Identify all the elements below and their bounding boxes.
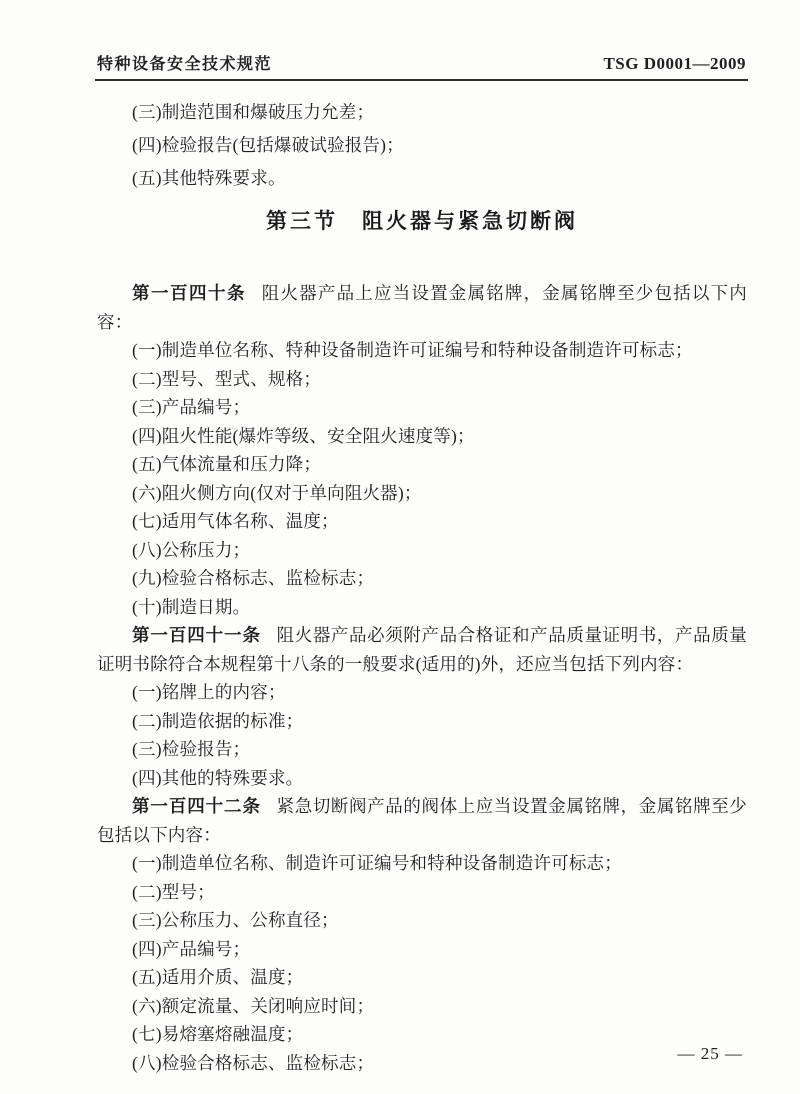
list-item: (五)其他特殊要求。 bbox=[132, 168, 286, 188]
list-item: (八)公称压力； bbox=[132, 539, 251, 560]
list-item: (十)制造日期。 bbox=[132, 596, 251, 617]
article-140 bbox=[97, 279, 747, 621]
list-item: (一)铭牌上的内容； bbox=[132, 682, 286, 702]
list-item: (六)阻火侧方向(仅对于单向阻火器)； bbox=[132, 482, 422, 503]
article-141-text: 阻火器产品必须附产品合格证和产品质量证明书，产品质量证明书除符合本规程第十八条的一般要求(适用的)外，还应当包括下列内容： bbox=[97, 625, 748, 674]
article-142-paragraph bbox=[97, 792, 747, 849]
header-rule bbox=[95, 79, 748, 81]
page-header bbox=[97, 51, 746, 74]
article-141-item-list bbox=[97, 678, 747, 792]
article-142-number: 第一百四十二条 bbox=[132, 796, 261, 816]
list-item: (一)制造单位名称、特种设备制造许可证编号和特种设备制造许可标志； bbox=[132, 340, 693, 360]
header-doc-code: TSG D0001—2009 bbox=[603, 54, 746, 73]
list-item: (三)检验报告； bbox=[132, 739, 251, 759]
article-140-paragraph bbox=[97, 279, 747, 336]
carryover-item-list bbox=[97, 96, 747, 195]
list-item: (七)适用气体名称、温度； bbox=[132, 511, 339, 531]
list-item: (二)型号； bbox=[132, 881, 215, 902]
list-item: (七)易熔塞熔融温度； bbox=[132, 1024, 304, 1044]
list-item: (九)检验合格标志、监检标志； bbox=[132, 568, 375, 588]
section-title: 第三节 阻火器与紧急切断阀 bbox=[266, 210, 578, 233]
list-item: (二)制造依据的标准； bbox=[132, 710, 304, 731]
list-item: (八)检验合格标志、监检标志； bbox=[132, 1052, 375, 1073]
article-141-paragraph bbox=[97, 621, 747, 678]
list-item: (五)气体流量和压力降； bbox=[132, 454, 322, 474]
list-item: (三)制造范围和爆破压力允差； bbox=[132, 102, 375, 122]
list-item: (二)型号、型式、规格； bbox=[132, 368, 322, 389]
list-item: (四)产品编号； bbox=[132, 938, 251, 959]
list-item: (三)公称压力、公称直径； bbox=[132, 910, 339, 930]
article-142 bbox=[97, 792, 747, 1077]
header-spec-title: 特种设备安全技术规范 bbox=[97, 56, 273, 73]
article-140-item-list bbox=[97, 336, 747, 621]
page-footer bbox=[678, 1044, 744, 1064]
list-item: (六)额定流量、关闭响应时间； bbox=[132, 995, 375, 1016]
article-142-text: 紧急切断阀产品的阀体上应当设置金属铭牌，金属铭牌至少包括以下内容： bbox=[97, 796, 748, 845]
article-141 bbox=[97, 621, 747, 792]
article-140-text: 阻火器产品上应当设置金属铭牌，金属铭牌至少包括以下内容： bbox=[97, 283, 748, 332]
list-item: (四)阻火性能(爆炸等级、安全阻火速度等)； bbox=[132, 425, 475, 446]
article-140-number: 第一百四十条 bbox=[132, 283, 247, 303]
page-number: — 25 — bbox=[677, 1044, 743, 1063]
page-body bbox=[97, 92, 747, 1077]
list-item: (五)适用介质、温度； bbox=[132, 967, 304, 987]
article-142-item-list bbox=[97, 849, 747, 1077]
list-item: (一)制造单位名称、制造许可证编号和特种设备制造许可标志； bbox=[132, 853, 622, 873]
list-item: (三)产品编号； bbox=[132, 397, 251, 417]
list-item: (四)检验报告(包括爆破试验报告)； bbox=[132, 135, 404, 155]
article-141-number: 第一百四十一条 bbox=[132, 625, 261, 645]
list-item: (四)其他的特殊要求。 bbox=[132, 767, 304, 788]
